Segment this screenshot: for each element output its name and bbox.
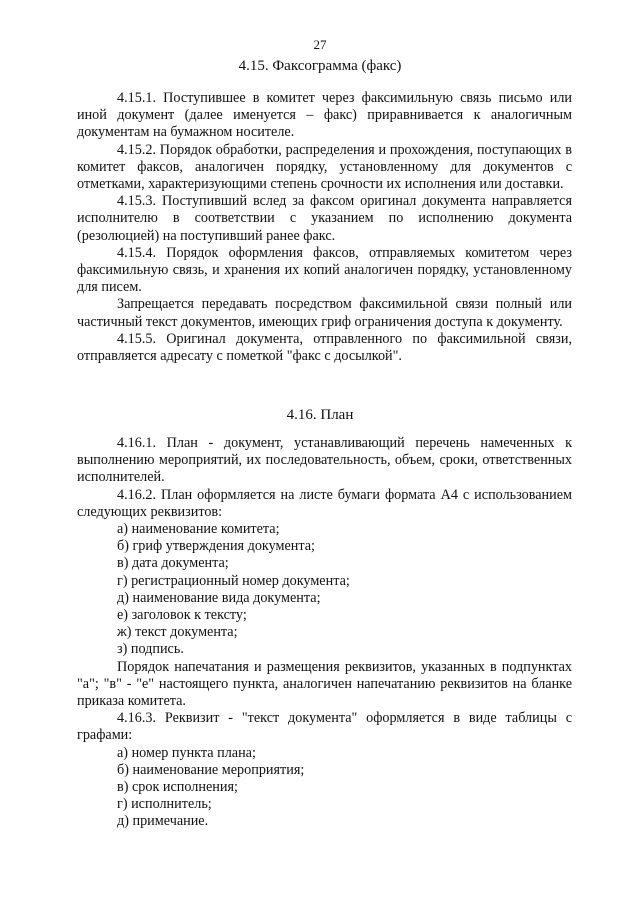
paragraph-4-15-1: 4.15.1. Поступившее в комитет через факсимильную связь письмо или иной документ (далее именуется – факс) приравнивается к аналогичным документам на бумажном носителе.: [77, 90, 572, 141]
list-item: д) примечание.: [117, 813, 209, 830]
section-heading-4-16: 4.16. План: [286, 407, 354, 423]
list-item: б) гриф утверждения документа;: [117, 538, 316, 555]
list-item: б) наименование мероприятия;: [117, 761, 305, 778]
section-4-16-body: [77, 435, 572, 831]
list-item: в) срок исполнения;: [117, 779, 238, 796]
paragraph-4-15-5: 4.15.5. Оригинал документа, отправленного по факсимильной связи, отправляется адресату с пометкой "факс с досылкой".: [77, 330, 572, 365]
list-item: г) регистрационный номер документа;: [117, 572, 350, 589]
paragraph-4-16-1: 4.16.1. План - документ, устанавливающий перечень намеченных к выполнению мероприятий, их последовательность, объем, сроки, ответственных исполнителей.: [77, 435, 572, 486]
list-item: ж) текст документа;: [117, 624, 238, 641]
list-item: з) подпись.: [117, 641, 184, 658]
list-item: а) номер пункта плана;: [117, 744, 256, 761]
paragraph-4-15-4: 4.15.4. Порядок оформления факсов, отправляемых комитетом через факсимильную связь, и хранения их копий аналогичен порядку, установленному для писем.: [77, 244, 572, 296]
section-4-15-body: [77, 90, 572, 365]
paragraph-4-15-2: 4.15.2. Порядок обработки, распределения и прохождения, поступающих в комитет факсов, аналогичен порядку, установленному для документов с отметками, характеризующими степень срочности их исполнения или доставки.: [77, 141, 572, 193]
list-item: а) наименование комитета;: [117, 521, 280, 538]
list-item: е) заголовок к тексту;: [117, 607, 247, 624]
paragraph-requisites-order: Порядок напечатания и размещения реквизитов, указанных в подпунктах "а"; "в" - "е" настоящего пункта, аналогичен напечатанию реквизитов на бланке приказа комитета.: [77, 658, 572, 710]
list-item: д) наименование вида документа;: [117, 589, 321, 606]
paragraph-4-16-3: 4.16.3. Реквизит - "текст документа" оформляется в виде таблицы с графами:: [77, 710, 572, 744]
paragraph-fax-restriction: Запрещается передавать посредством факсимильной связи полный или частичный текст документов, имеющих гриф ограничения доступа к документу.: [77, 296, 572, 330]
list-item: в) дата документа;: [117, 555, 229, 572]
list-item: г) исполнитель;: [117, 796, 212, 813]
page-number: 27: [313, 37, 327, 52]
paragraph-4-15-3: 4.15.3. Поступивший вслед за факсом оригинал документа направляется исполнителю в соответствии с указанием по исполнению документа (резолюцией) на поступивший ранее факс.: [77, 193, 572, 244]
paragraph-4-16-2: 4.16.2. План оформляется на листе бумаги формата А4 с использованием следующих реквизитов:: [77, 486, 572, 520]
section-heading-4-15: 4.15. Факсограмма (факс): [238, 58, 402, 74]
